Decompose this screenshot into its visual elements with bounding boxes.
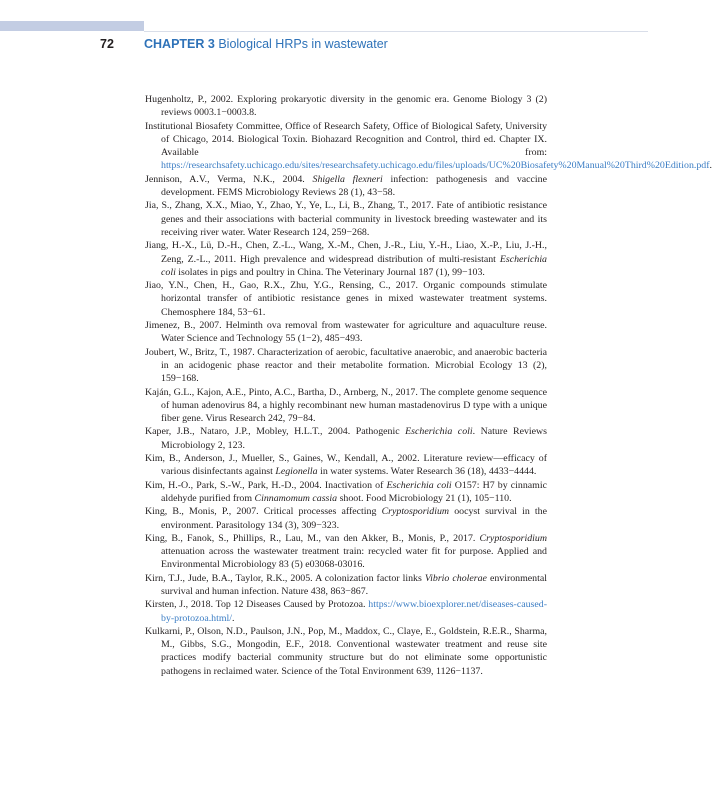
- reference-entry: [145, 346, 547, 386]
- reference-text: O157: H7 by cinnamic aldehyde purified from: [161, 479, 547, 504]
- reference-text: Jiang, H.-X., Lü, D.-H., Chen, Z.-L., Wang, X.-M., Chen, J.-R., Liu, Y.-H., Liao, X.-P., Liu, J.-H., Zeng, Z.-L., 2011. High prevalence and widespread distribution of multi-resistant: [145, 240, 547, 265]
- reference-text: Jennison, A.V., Verma, N.K., 2004.: [145, 173, 313, 185]
- reference-text: Jiao, Y.N., Chen, H., Gao, R.X., Zhu, Y.G., Rensing, C., 2017. Organic compounds stimulate horizontal transfer of antibiotic resistance genes in mixed wastewater treatment systems. Chemosphere 184, 53−61.: [145, 280, 547, 318]
- reference-italic-text: Cryptosporidium: [381, 506, 450, 518]
- reference-entry: [145, 279, 547, 319]
- reference-text: .: [709, 160, 712, 172]
- reference-text: Kim, B., Anderson, J., Mueller, S., Gaines, W., Kendall, A., 2002. Literature review—efficacy of various disinfectants against: [145, 453, 547, 478]
- reference-entry: [145, 505, 547, 532]
- reference-entry: [145, 319, 547, 346]
- reference-entry: [145, 532, 547, 572]
- reference-entry: [145, 598, 547, 625]
- page-number: 72: [100, 37, 114, 51]
- reference-text: in water systems. Water Research 36 (18), 4433−4444.: [317, 466, 537, 478]
- reference-entry: [145, 120, 712, 173]
- reference-entry: [145, 386, 547, 426]
- reference-entry: [145, 479, 547, 506]
- reference-italic-text: Legionella: [275, 466, 318, 478]
- reference-text: King, B., Monis, P., 2007. Critical processes affecting: [145, 506, 382, 518]
- reference-text: Institutional Biosafety Committee, Office of Research Safety, Office of Biological Safety, University of Chicago, 2014. Biological Toxin. Biohazard Recognition and Control, third ed. Chapter IX. Available from:: [145, 120, 547, 159]
- chapter-label: CHAPTER 3: [144, 37, 215, 51]
- reference-text: King, B., Fanok, S., Phillips, R., Lau, M., van den Akker, B., Monis, P., 2017.: [145, 532, 480, 544]
- reference-italic-text: Cryptosporidium: [479, 532, 547, 544]
- chapter-heading: [144, 36, 388, 52]
- running-header: [0, 36, 648, 52]
- reference-text: Kaper, J.B., Nataro, J.P., Mobley, H.L.T., 2004. Pathogenic: [145, 426, 406, 438]
- reference-italic-text: Cinnamomum cassia: [254, 492, 338, 504]
- reference-text: Kulkarni, P., Olson, N.D., Paulson, J.N., Pop, M., Maddox, C., Claye, E., Goldstein, R.E.R., Sharma, M., Gibbs, S.G., Mongodin, E.F., 2018. Conventional wastewater treatment and reuse site practices modify bacterial community structure but do not eliminate some opportunistic pathogens in reclaimed water. Science of the Total Environment 639, 1126−1137.: [145, 625, 547, 677]
- reference-italic-text: Escherichia coli: [161, 253, 547, 278]
- reference-entry: [145, 572, 547, 599]
- reference-text: .: [232, 612, 235, 624]
- reference-text: Jia, S., Zhang, X.X., Miao, Y., Zhao, Y., Ye, L., Li, B., Zhang, T., 2017. Fate of antibiotic resistance genes and their associations with bacterial community in livestock breeding wastewater and its receiving river water. Water Research 124, 259−268.: [145, 200, 547, 238]
- reference-link[interactable]: https://researchsafety.uchicago.edu/sites/researchsafety.uchicago.edu/files/uploads/UC%20Biosafety%20Manual%20Third%20Edition.pdf: [161, 160, 710, 172]
- reference-link[interactable]: https://www.bioexplorer.net/diseases-caused-by-protozoa.html/: [161, 599, 547, 624]
- reference-text: Jimenez, B., 2007. Helminth ova removal from wastewater for agriculture and aquaculture reuse. Water Science and Technology 55 (1−2), 485−493.: [145, 320, 547, 345]
- reference-text: Kirsten, J., 2018. Top 12 Diseases Caused by Protozoa.: [145, 599, 369, 611]
- reference-text: Kaján, G.L., Kajon, A.E., Pinto, A.C., Bartha, D., Arnberg, N., 2017. The complete genome sequence of human adenovirus 84, a highly recombinant new human mastadenovirus D type with a unique fiber gene. Virus Research 242, 79−84.: [145, 386, 547, 425]
- reference-text: isolates in pigs and poultry in China. The Veterinary Journal 187 (1), 99−103.: [175, 266, 485, 278]
- reference-italic-text: Escherichia coli: [386, 479, 452, 491]
- reference-text: Kirn, T.J., Jude, B.A., Taylor, R.K., 2005. A colonization factor links: [145, 572, 425, 584]
- reference-text: Hugenholtz, P., 2002. Exploring prokaryotic diversity in the genomic era. Genome Biology 3 (2) reviews 0003.1−0003.8.: [145, 94, 547, 119]
- reference-list: [145, 93, 712, 678]
- reference-text: infection: pathogenesis and vaccine development. FEMS Microbiology Reviews 28 (1), 43−58.: [161, 173, 547, 199]
- reference-entry: [145, 93, 547, 120]
- reference-text: Kim, H.-O., Park, S.-W., Park, H.-D., 2004. Inactivation of: [145, 479, 387, 491]
- reference-italic-text: Vibrio cholerae: [424, 572, 487, 584]
- reference-entry: [145, 199, 547, 239]
- reference-text: environmental survival and human infection. Nature 438, 863−867.: [161, 572, 547, 597]
- reference-text: oocyst survival in the environment. Parasitology 134 (3), 309−323.: [161, 506, 547, 531]
- reference-italic-text: Escherichia coli: [405, 426, 473, 438]
- header-accent-bar: [0, 21, 144, 31]
- reference-entry: [145, 239, 547, 279]
- reference-text: . Nature Reviews Microbiology 2, 123.: [161, 426, 547, 451]
- reference-entry: [145, 173, 547, 200]
- reference-text: attenuation across the wastewater treatment train: recycled water fit for purpose. Applied and Environmental Microbiology 83 (5) e03068-03016.: [161, 546, 547, 571]
- reference-text: Joubert, W., Britz, T., 1987. Characterization of aerobic, facultative anaerobic, and anaerobic bacteria in an acidogenic phase reactor and their metabolite formation. Microbial Ecology 13 (2), 159−168.: [145, 346, 547, 385]
- reference-entry: [145, 452, 547, 479]
- reference-text: shoot. Food Microbiology 21 (1), 105−110.: [337, 492, 512, 504]
- header-rule: [144, 31, 648, 32]
- reference-entry: [145, 425, 547, 452]
- reference-entry: [145, 625, 547, 678]
- reference-italic-text: Shigella flexneri: [312, 173, 383, 185]
- chapter-title: Biological HRPs in wastewater: [218, 37, 388, 51]
